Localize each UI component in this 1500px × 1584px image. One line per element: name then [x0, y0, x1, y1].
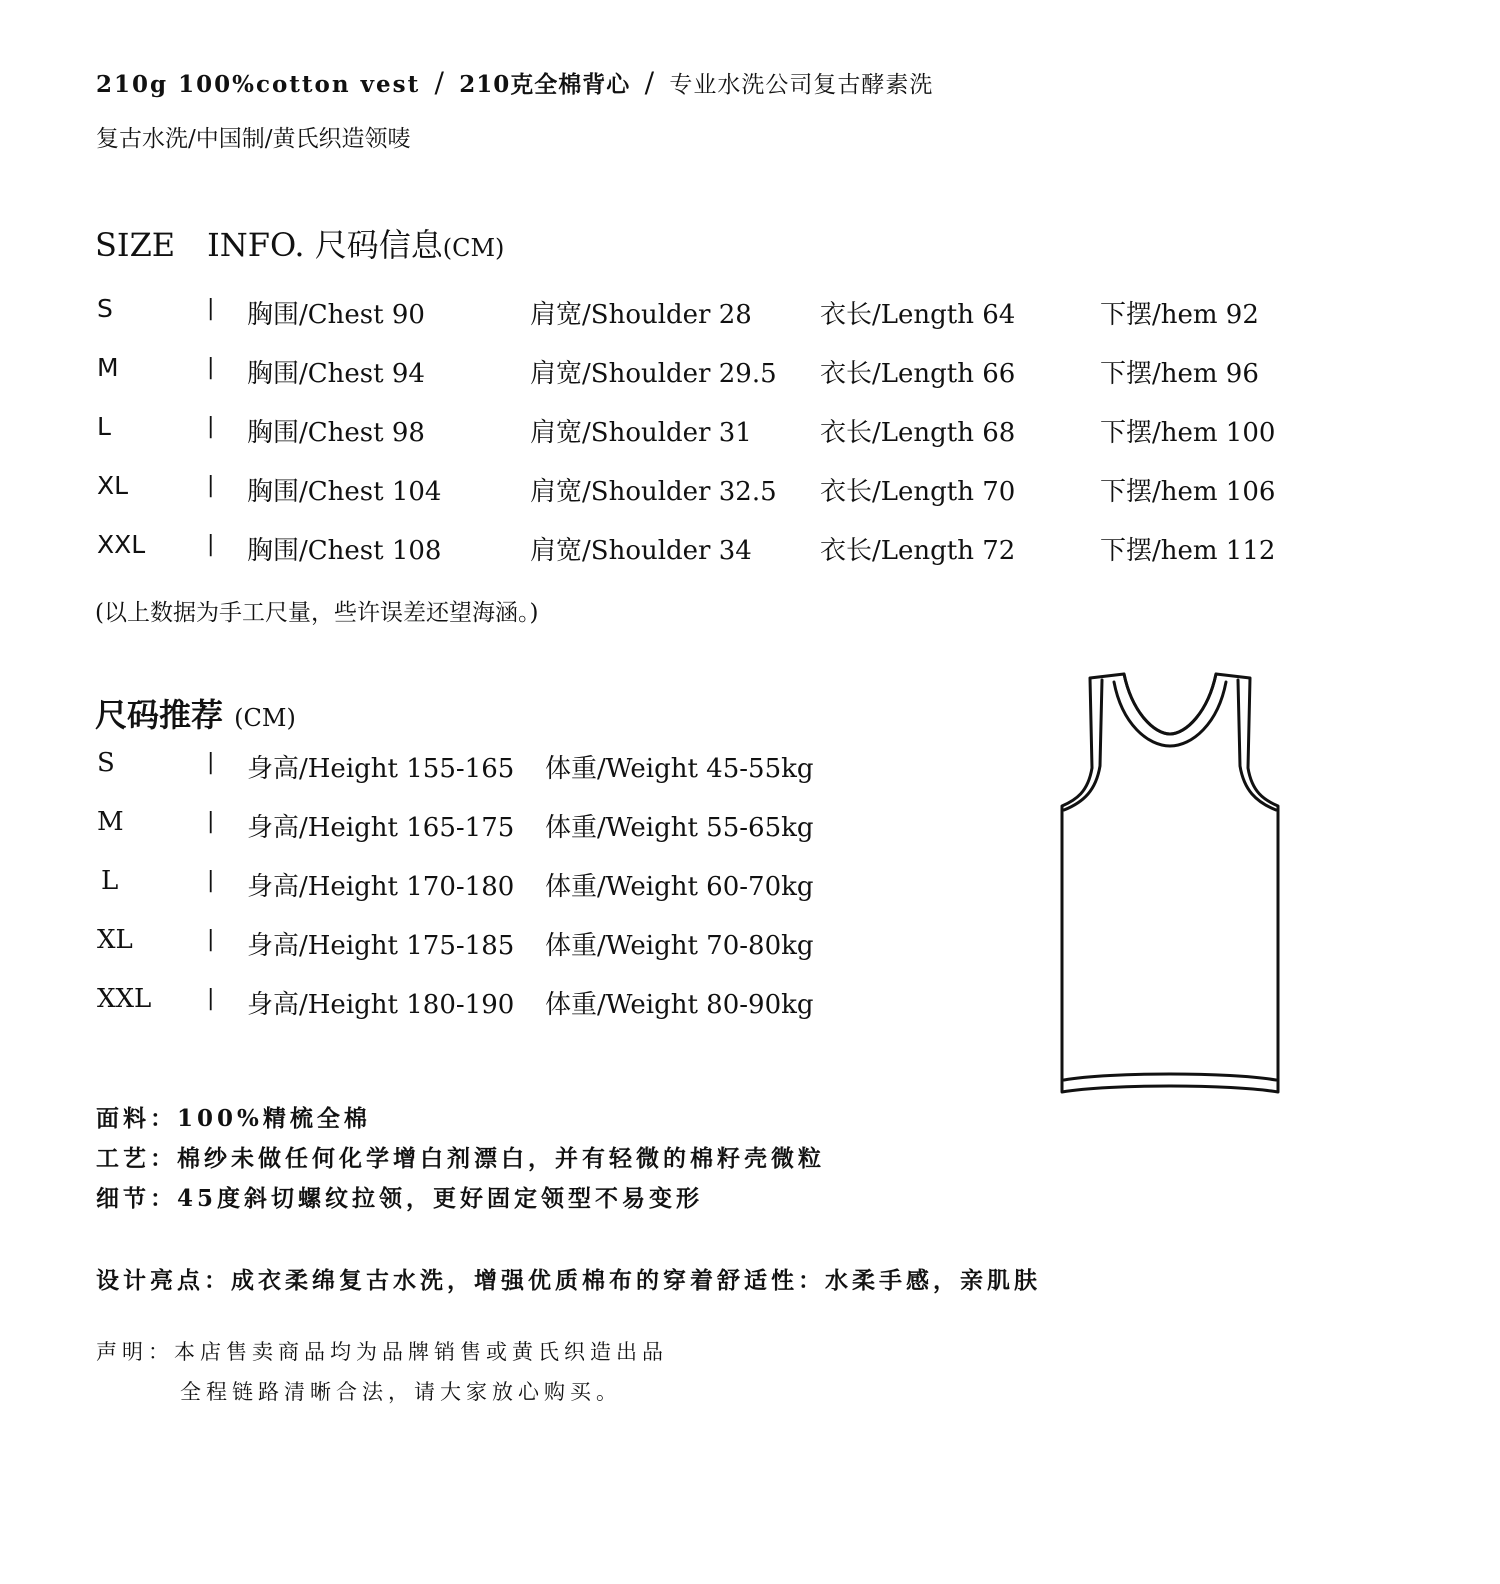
craft-info: 工艺：棉纱未做任何化学增白剂漂白，并有轻微的棉籽壳微粒 [96, 1145, 825, 1172]
weight-range: 体重/Weight 55-65kg [545, 813, 814, 843]
shoulder-value: 肩宽/Shoulder 34 [530, 536, 752, 566]
length-value: 衣长/Length 66 [820, 359, 1016, 389]
header-line-2: 复古水洗/中国制/黄氏织造领唛 [96, 126, 411, 152]
hem-value: 下摆/hem 112 [1100, 536, 1276, 566]
hem-value: 下摆/hem 100 [1100, 418, 1276, 448]
detail-info: 细节：45度斜切螺纹拉领，更好固定领型不易变形 [96, 1185, 704, 1212]
chest-value: 胸围/Chest 104 [247, 477, 442, 507]
height-range: 身高/Height 170-180 [247, 872, 515, 902]
height-range: 身高/Height 165-175 [247, 813, 515, 843]
size-recommend-title-text: 尺码推荐 [95, 696, 224, 734]
product-title-en: 210g 100%cotton vest [96, 71, 421, 98]
product-title-cn: 210克全棉背心 [459, 71, 631, 98]
size-info-title [95, 220, 504, 266]
table-row [0, 294, 1500, 334]
chest-value: 胸围/Chest 108 [247, 536, 442, 566]
header-separator: / [434, 66, 445, 99]
length-value: 衣长/Length 68 [820, 418, 1016, 448]
chest-value: 胸围/Chest 98 [247, 418, 425, 448]
size-label: XL [97, 925, 133, 955]
chest-value: 胸围/Chest 90 [247, 300, 425, 330]
size-label: XL [97, 471, 129, 500]
height-range: 身高/Height 180-190 [247, 990, 515, 1020]
separator: | [207, 355, 215, 380]
size-info-unit: (CM) [442, 234, 505, 262]
design-highlight: 设计亮点：成衣柔绵复古水洗，增强优质棉布的穿着舒适性：水柔手感，亲肌肤 [96, 1267, 1041, 1294]
statement-line-1: 声明：本店售卖商品均为品牌销售或黄氏织造出品 [96, 1340, 668, 1364]
wash-process: 专业水洗公司复古酵素洗 [669, 72, 934, 98]
separator: | [207, 296, 215, 321]
length-value: 衣长/Length 70 [820, 477, 1016, 507]
tank-top-illustration [1050, 668, 1290, 1100]
hem-value: 下摆/hem 106 [1100, 477, 1276, 507]
shoulder-value: 肩宽/Shoulder 29.5 [530, 359, 777, 389]
shoulder-value: 肩宽/Shoulder 28 [530, 300, 752, 330]
shoulder-value: 肩宽/Shoulder 32.5 [530, 477, 777, 507]
chest-value: 胸围/Chest 94 [247, 359, 425, 389]
separator: | [207, 927, 215, 952]
weight-range: 体重/Weight 80-90kg [545, 990, 814, 1020]
separator: | [207, 532, 215, 557]
measurement-note: (以上数据为手工尺量，些许误差还望海涵。) [95, 600, 539, 626]
size-label: L [101, 866, 119, 896]
separator: | [207, 414, 215, 439]
size-label: XXL [97, 530, 146, 559]
separator: | [207, 868, 215, 893]
table-row [0, 471, 1500, 511]
size-info-title-text: SIZE INFO. 尺码信息 [95, 226, 443, 264]
size-recommend-unit: (CM) [234, 704, 296, 732]
table-row [0, 530, 1500, 570]
weight-range: 体重/Weight 70-80kg [545, 931, 814, 961]
height-range: 身高/Height 155-165 [247, 754, 515, 784]
separator: | [207, 809, 215, 834]
hem-value: 下摆/hem 96 [1100, 359, 1259, 389]
header-line-1 [96, 66, 933, 99]
size-label: S [97, 294, 113, 323]
separator: | [207, 473, 215, 498]
size-recommend-title [95, 690, 296, 736]
size-label: L [97, 412, 111, 441]
statement-line-2: 全程链路清晰合法，请大家放心购买。 [180, 1380, 622, 1404]
separator: | [207, 750, 215, 775]
table-row [0, 353, 1500, 393]
height-range: 身高/Height 175-185 [247, 931, 515, 961]
hem-stitch-line [1064, 1074, 1276, 1080]
length-value: 衣长/Length 64 [820, 300, 1016, 330]
size-label: M [97, 353, 119, 382]
length-value: 衣长/Length 72 [820, 536, 1016, 566]
fabric-info: 面料：100%精梳全棉 [96, 1105, 371, 1132]
shoulder-value: 肩宽/Shoulder 31 [530, 418, 752, 448]
header-separator-2: / [644, 66, 656, 99]
hem-value: 下摆/hem 92 [1100, 300, 1259, 330]
size-label: S [97, 748, 115, 778]
neck-inner-edge [1124, 674, 1216, 734]
separator: | [207, 986, 215, 1011]
size-label: M [97, 807, 124, 837]
vest-outline [1062, 674, 1278, 1092]
table-row [0, 412, 1500, 452]
size-label: XXL [97, 984, 152, 1014]
neck-rib-line [1114, 682, 1226, 746]
weight-range: 体重/Weight 45-55kg [545, 754, 814, 784]
weight-range: 体重/Weight 60-70kg [545, 872, 814, 902]
